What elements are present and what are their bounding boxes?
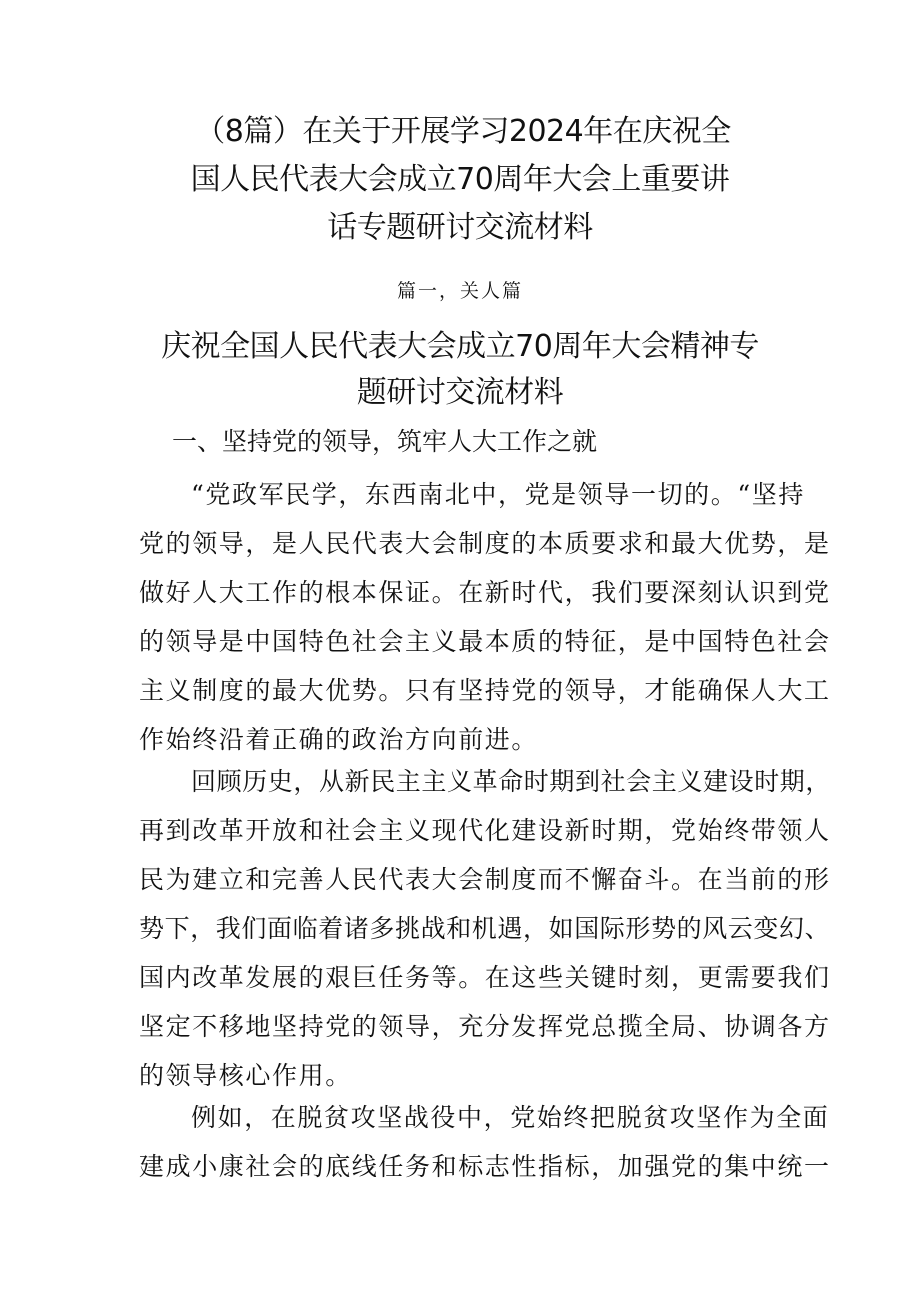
paragraph-line: 势下，我们面临着诸多挑战和机遇，如国际形势的风云变幻、	[139, 914, 831, 943]
document-title-line: 国人民代表大会成立70周年大会上重要讲	[190, 162, 730, 197]
paragraph-line: 的领导是中国特色社会主义最本质的特征，是中国特色社会	[139, 627, 831, 656]
paragraph-line: 主义制度的最大优势。只有坚持党的领导，才能确保人大工	[139, 676, 831, 705]
document-title-line: （8篇）在关于开展学习2024年在庆祝全	[195, 114, 731, 149]
document-title-line: 话专题研讨交流材料	[327, 210, 593, 245]
paragraph-line: 再到改革开放和社会主义现代化建设新时期，党始终带领人	[139, 816, 831, 845]
paragraph-line: 作始终沿着正确的政治方向前进。	[139, 725, 539, 754]
paragraph-line: 国内改革发展的艰巨任务等。在这些关键时刻，更需要我们	[139, 963, 831, 992]
body-paragraph	[139, 757, 832, 1100]
paragraph-line: 回顾历史，从新民主主义革命时期到社会主义建设时期，	[191, 767, 832, 796]
paragraph-line: 民为建立和完善人民代表大会制度而不懈奋斗。在当前的形	[139, 865, 831, 894]
document-title	[150, 108, 770, 252]
section-label: 篇一，关人篇	[396, 280, 523, 302]
paragraph-line: “党政军民学，东西南北中，党是领导一切的。“坚持	[191, 480, 805, 509]
paragraph-line: 建成小康社会的底线任务和标志性指标，加强党的集中统一	[139, 1152, 831, 1181]
section-title-line: 题研讨交流材料	[356, 375, 564, 410]
body-paragraph	[139, 1093, 831, 1191]
paragraph-line: 坚定不移地坚持党的领导，充分发挥党总揽全局、协调各方	[139, 1012, 831, 1041]
paragraph-line: 党的领导，是人民代表大会制度的本质要求和最大优势，是	[139, 529, 831, 558]
paragraph-line: 例如，在脱贫攻坚战役中，党始终把脱贫攻坚作为全面	[191, 1103, 830, 1132]
paragraph-line: 做好人大工作的根本保证。在新时代，我们要深刻认识到党	[139, 578, 831, 607]
section-title-line: 庆祝全国人民代表大会成立70周年大会精神专	[161, 329, 759, 364]
paragraph-line: 的领导核心作用。	[139, 1061, 352, 1090]
heading-level-1: 一、坚持党的领导，筑牢人大工作之就	[172, 427, 598, 456]
section-title	[150, 324, 770, 416]
body-paragraph	[139, 470, 831, 764]
